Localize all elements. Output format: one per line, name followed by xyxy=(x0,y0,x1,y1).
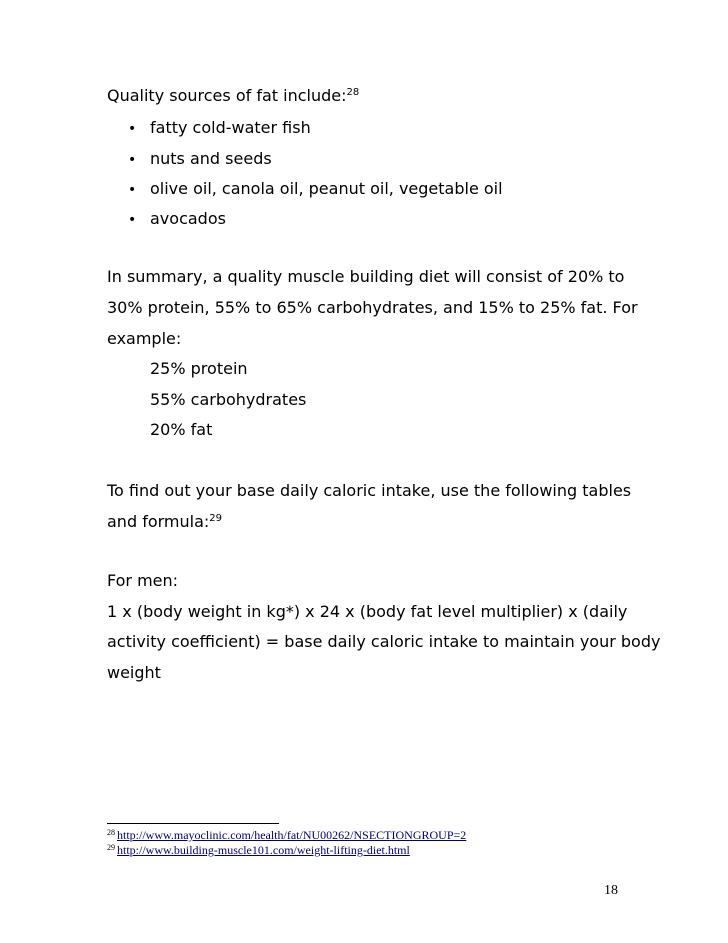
page-number: 18 xyxy=(604,883,618,898)
men-heading: For men: xyxy=(107,571,179,590)
bullet-icon: • xyxy=(128,212,137,228)
bullet-icon: • xyxy=(128,121,137,137)
footnote xyxy=(107,843,410,857)
list-item-text: fatty cold-water fish xyxy=(150,118,311,137)
fat-sources-intro-text: Quality sources of fat include: xyxy=(107,86,347,105)
list-item-text: nuts and seeds xyxy=(150,149,272,168)
list-item-text: avocados xyxy=(150,209,226,228)
footnote-divider xyxy=(107,823,279,824)
fat-sources-intro xyxy=(107,86,359,106)
example-item: 55% carbohydrates xyxy=(150,390,307,409)
footnote-link[interactable]: http://www.building-muscle101.com/weight-lifting-diet.html xyxy=(117,843,410,857)
formula-line: activity coefficient) = base daily caloric intake to maintain your body xyxy=(107,632,661,651)
list-item xyxy=(128,179,503,200)
example-item: 20% fat xyxy=(150,420,213,439)
caloric-line: To find out your base daily caloric intake, use the following tables xyxy=(107,481,632,500)
list-item xyxy=(128,209,226,230)
summary-line: In summary, a quality muscle building diet will consist of 20% to xyxy=(107,267,625,286)
list-item xyxy=(128,118,311,139)
formula-line: 1 x (body weight in kg*) x 24 x (body fat level multiplier) x (daily xyxy=(107,602,628,621)
example-item: 25% protein xyxy=(150,359,248,378)
bullet-icon: • xyxy=(128,152,137,168)
bullet-icon: • xyxy=(128,182,137,198)
caloric-line xyxy=(107,512,222,532)
footnote-ref-28: 28 xyxy=(346,87,360,98)
summary-line: 30% protein, 55% to 65% carbohydrates, and 15% to 25% fat. For xyxy=(107,298,638,317)
footnote-number: 28 xyxy=(107,828,115,837)
caloric-line-text: and formula: xyxy=(107,512,210,531)
summary-line: example: xyxy=(107,329,182,348)
list-item xyxy=(128,149,272,170)
footnote xyxy=(107,828,466,842)
list-item-text: olive oil, canola oil, peanut oil, vegetable oil xyxy=(150,179,503,198)
footnote-link[interactable]: http://www.mayoclinic.com/health/fat/NU00262/NSECTIONGROUP=2 xyxy=(117,828,467,842)
footnote-number: 29 xyxy=(107,843,115,852)
formula-line: weight xyxy=(107,663,161,682)
footnote-ref-29: 29 xyxy=(209,513,223,524)
